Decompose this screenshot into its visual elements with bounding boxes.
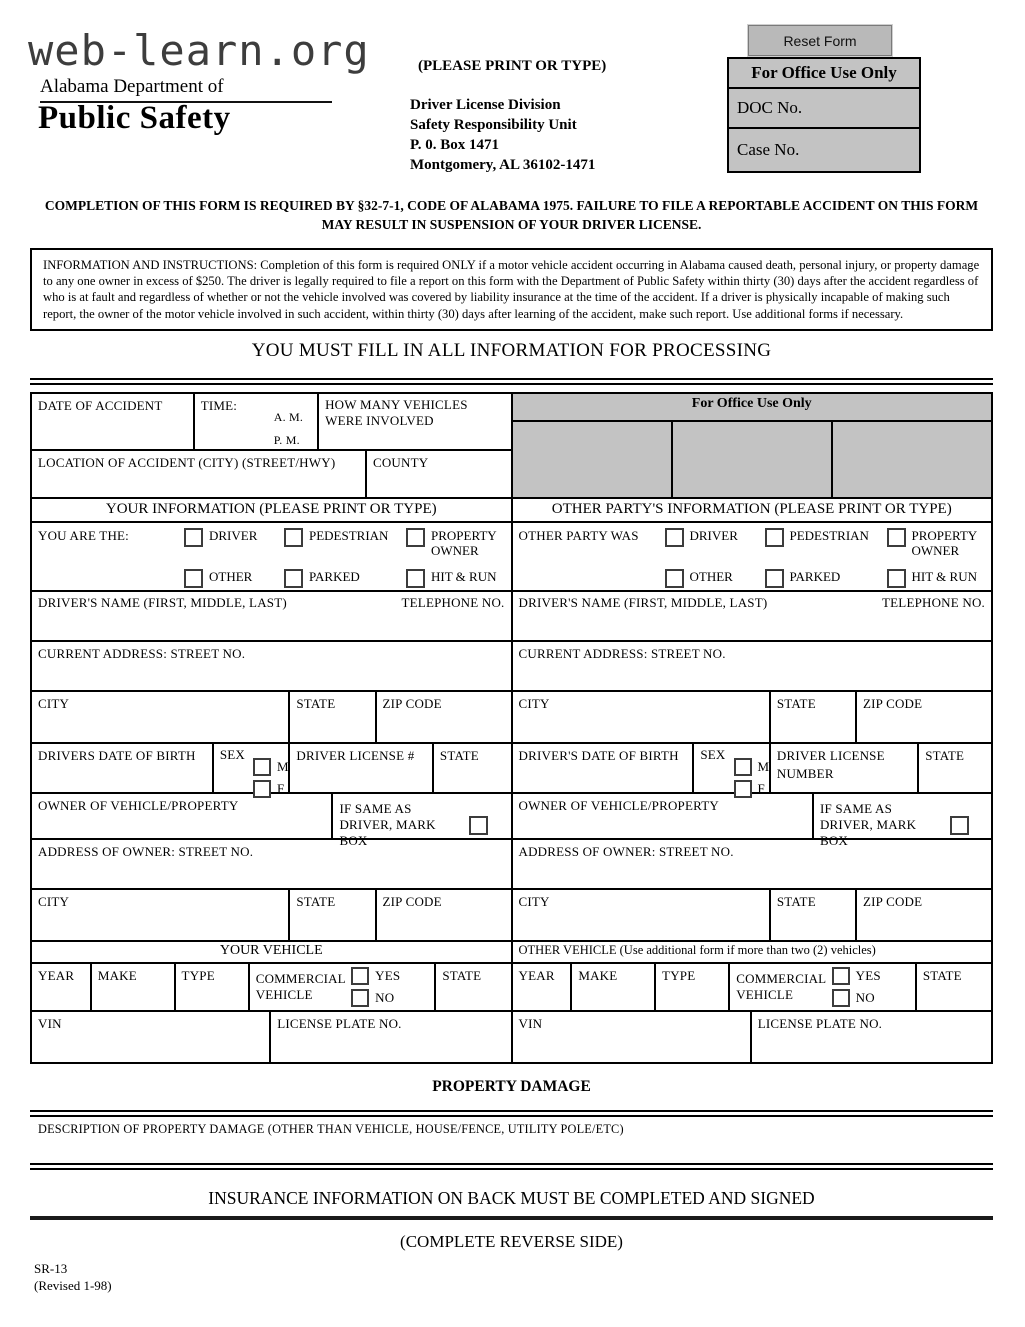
time-label: TIME: (200, 398, 238, 413)
other-party-column (511, 394, 992, 1062)
other-license-plate-label: LICENSE PLATE NO. (757, 1016, 883, 1031)
damage-description-field[interactable] (30, 1110, 993, 1170)
doc-no-field[interactable] (729, 89, 919, 129)
your-parked-checkbox[interactable] (284, 569, 303, 588)
form-code-block (34, 1260, 112, 1294)
other-driver-label: DRIVER (689, 528, 738, 543)
your-owner-row (32, 794, 511, 848)
your-vin-label: VIN (38, 1016, 62, 1031)
other-role-row (513, 523, 992, 592)
other-owner-address-label: ADDRESS OF OWNER: STREET NO. (518, 844, 734, 859)
location-label: LOCATION OF ACCIDENT (CITY) (STREET/HWY) (38, 455, 336, 470)
your-role-row (32, 523, 511, 592)
other-sex-label: SEX (700, 747, 726, 762)
revision-note: (Revised 1-98) (34, 1278, 112, 1293)
your-other-checkbox[interactable] (184, 569, 203, 588)
other-owner-field[interactable] (513, 794, 814, 838)
other-type-field[interactable] (656, 964, 730, 1010)
your-vehicle-header: YOUR VEHICLE (219, 943, 323, 958)
your-owner-state-field[interactable] (290, 890, 376, 940)
your-driver-label: DRIVER (209, 528, 258, 543)
other-male-label: M (757, 759, 770, 774)
your-vin-row (32, 1012, 511, 1062)
other-state-label: STATE (776, 696, 816, 711)
other-no-label: NO (855, 990, 875, 1005)
your-license-label: DRIVER LICENSE # (296, 748, 415, 763)
other-pedestrian-checkbox[interactable] (765, 528, 784, 547)
your-vin-field[interactable] (32, 1012, 271, 1062)
other-property-owner-checkbox[interactable] (887, 528, 906, 547)
pm-label: P. M. (273, 433, 300, 447)
your-no-label: NO (375, 990, 395, 1005)
office-use-cell-2[interactable] (673, 422, 833, 497)
date-of-accident-field[interactable] (32, 394, 195, 449)
your-city-state-zip-row (32, 692, 511, 744)
other-commercial-yes-checkbox[interactable] (832, 967, 850, 985)
other-parked-label: PARKED (789, 569, 841, 584)
your-information-column (32, 394, 511, 1062)
other-make-label: MAKE (578, 968, 618, 983)
your-property-owner-label: PROPERTY OWNER (431, 528, 497, 558)
footer-rule (30, 1216, 993, 1220)
am-label: A. M. (273, 410, 304, 424)
other-hit-and-run-checkbox[interactable] (887, 569, 906, 588)
your-role-prompt: YOU ARE THE: (38, 528, 129, 543)
your-info-header-row (32, 499, 511, 523)
department-name: Public Safety (38, 100, 231, 136)
your-parked-label: PARKED (309, 569, 360, 584)
other-city-field[interactable] (513, 692, 771, 742)
other-owner-zip-field[interactable] (857, 890, 991, 940)
your-owner-address-row (32, 840, 511, 890)
your-telephone-label: TELEPHONE NO. (401, 595, 505, 610)
other-license-state-label: STATE (925, 748, 965, 763)
form-code: SR-13 (34, 1261, 68, 1276)
your-male-label: M (277, 759, 289, 774)
other-owner-city-state-zip-row (513, 890, 992, 942)
your-drivers-name-label: DRIVER'S NAME (FIRST, MIDDLE, LAST) (38, 595, 287, 610)
location-of-accident-field[interactable] (32, 451, 367, 497)
other-dob-row (513, 744, 992, 794)
other-commercial-label: COMMERCIAL VEHICLE (736, 971, 826, 1002)
division-address-block (410, 58, 606, 175)
your-pedestrian-label: PEDESTRIAN (309, 528, 389, 543)
your-type-label: TYPE (181, 968, 215, 983)
your-owner-state-label: STATE (296, 894, 336, 909)
your-owner-address-label: ADDRESS OF OWNER: STREET NO. (38, 844, 254, 859)
your-license-state-label: STATE (439, 748, 479, 763)
other-commercial-field (730, 964, 917, 1010)
vehicles-involved-field[interactable] (319, 394, 510, 449)
your-sex-label: SEX (219, 747, 245, 762)
accident-location-row (32, 451, 511, 499)
your-yes-label: YES (375, 968, 401, 983)
your-state-label: STATE (296, 696, 336, 711)
other-vehicle-header: OTHER VEHICLE (Use additional form if more than two (2) vehicles) (518, 943, 876, 957)
other-parked-checkbox[interactable] (765, 569, 784, 588)
other-other-checkbox[interactable] (665, 569, 684, 588)
your-other-label: OTHER (209, 569, 253, 584)
other-license-plate-field[interactable] (752, 1012, 991, 1062)
other-current-address-label: CURRENT ADDRESS: STREET NO. (518, 646, 726, 661)
office-use-cells-row (513, 422, 992, 499)
your-drivers-name-field[interactable] (32, 592, 511, 640)
your-city-label: CITY (38, 696, 70, 711)
time-field[interactable] (195, 394, 319, 449)
your-hit-and-run-label: HIT & RUN (431, 569, 497, 584)
other-vehicle-state-field[interactable] (917, 964, 991, 1010)
your-owner-city-field[interactable] (32, 890, 290, 940)
other-drivers-name-label: DRIVER'S NAME (FIRST, MIDDLE, LAST) (518, 595, 768, 610)
office-use-header: For Office Use Only (513, 394, 992, 420)
department-line: Alabama Department of (40, 76, 332, 103)
your-info-header: YOUR INFORMATION (PLEASE PRINT OR TYPE) (105, 501, 437, 517)
other-license-label: DRIVER LICENSE NUMBER (776, 748, 885, 781)
county-label: COUNTY (372, 455, 429, 470)
your-make-label: MAKE (97, 968, 137, 983)
your-address-row (32, 642, 511, 692)
county-field[interactable] (367, 451, 511, 497)
other-owner-city-label: CITY (518, 894, 550, 909)
other-dob-field[interactable] (513, 744, 695, 792)
your-same-as-driver-field (333, 794, 510, 848)
other-year-label: YEAR (518, 968, 555, 983)
other-owner-city-field[interactable] (513, 890, 771, 940)
other-vehicle-row (513, 964, 992, 1012)
other-current-address-field[interactable] (513, 642, 992, 690)
other-year-field[interactable] (513, 964, 573, 1010)
damage-description-label: DESCRIPTION OF PROPERTY DAMAGE (OTHER THAN VEHICLE, HOUSE/FENCE, UTILITY POLE/ETC) (38, 1122, 624, 1136)
other-drivers-name-field[interactable] (513, 592, 992, 640)
your-driver-checkbox[interactable] (184, 528, 203, 547)
other-type-label: TYPE (662, 968, 696, 983)
your-license-plate-label: LICENSE PLATE NO. (277, 1016, 402, 1031)
must-fill-banner: YOU MUST FILL IN ALL INFORMATION FOR PROCESSING (251, 340, 772, 361)
print-or-type-note: (PLEASE PRINT OR TYPE) (418, 58, 607, 74)
other-owner-address-row (513, 840, 992, 890)
property-damage-title: PROPERTY DAMAGE (432, 1078, 591, 1095)
your-owner-city-label: CITY (38, 894, 70, 909)
other-vehicle-state-label: STATE (922, 968, 962, 983)
your-commercial-field (250, 964, 437, 1010)
completion-notice-line1: COMPLETION OF THIS FORM IS REQUIRED BY §32-7-1, CODE OF ALABAMA 1975. FAILURE TO FILE A REPORTABLE ACCIDENT ON THIS FORM (44, 198, 979, 213)
other-info-header: OTHER PARTY'S INFORMATION (PLEASE PRINT OR TYPE) (551, 501, 952, 517)
other-same-as-driver-field (814, 794, 991, 848)
your-pedestrian-checkbox[interactable] (284, 528, 303, 547)
your-current-address-field[interactable] (32, 642, 511, 690)
your-vehicle-state-label: STATE (442, 968, 482, 983)
office-use-header-row (513, 394, 992, 422)
your-vehicle-state-field[interactable] (436, 964, 510, 1010)
your-license-field[interactable] (290, 744, 434, 792)
completion-notice (30, 196, 993, 234)
other-role-prompt: OTHER PARTY WAS (518, 528, 639, 543)
other-owner-state-label: STATE (776, 894, 816, 909)
your-owner-zip-field[interactable] (377, 890, 511, 940)
your-zip-field[interactable] (377, 692, 511, 742)
other-address-row (513, 642, 992, 692)
other-same-as-driver-label: IF SAME AS DRIVER, MARK BOX (819, 801, 917, 848)
other-vin-label: VIN (518, 1016, 543, 1031)
your-owner-field[interactable] (32, 794, 333, 838)
other-driver-checkbox[interactable] (665, 528, 684, 547)
other-license-state-field[interactable] (919, 744, 991, 792)
accident-top-row (32, 394, 511, 451)
reverse-side-note: (COMPLETE REVERSE SIDE) (400, 1232, 623, 1251)
other-sex-field (694, 744, 771, 796)
site-logo: web-learn.org (28, 26, 370, 75)
your-sex-field (214, 744, 291, 796)
instructions-box: INFORMATION AND INSTRUCTIONS: Completion of this form is required ONLY if a motor vehicle accident occurring in Alabama caused death, personal injury, or property damage to any one owner in excess of $250. The driver is legally required to file a report on this form with the Department of Public Safety within thirty (30) days after the accident regardless of who is at fault and regardless of whether or not the vehicle involved was covered by liability insurance at the time of the accident. If a driver is physically incapable of making such report, the owner of the motor vehicle involved in such accident, within thirty (30) days after learning of the accident, make such report. Use additional forms if necessary. (30, 248, 993, 331)
other-city-label: CITY (518, 696, 550, 711)
other-same-as-driver-checkbox[interactable] (950, 816, 969, 835)
divider-double-rule (30, 378, 993, 385)
other-owner-row (513, 794, 992, 848)
your-zip-label: ZIP CODE (382, 696, 442, 711)
case-no-field[interactable] (729, 129, 919, 171)
your-type-field[interactable] (176, 964, 250, 1010)
your-same-as-driver-label: IF SAME AS DRIVER, MARK BOX (339, 801, 436, 848)
other-license-field[interactable] (771, 744, 919, 792)
other-info-header-row (513, 499, 992, 523)
your-license-state-field[interactable] (434, 744, 511, 792)
other-dob-label: DRIVER'S DATE OF BIRTH (518, 748, 679, 763)
your-owner-address-field[interactable] (32, 840, 511, 888)
am-option[interactable] (274, 408, 303, 426)
your-property-owner-checkbox[interactable] (406, 528, 425, 547)
other-telephone-label: TELEPHONE NO. (882, 595, 985, 610)
other-zip-field[interactable] (857, 692, 991, 742)
your-license-plate-field[interactable] (271, 1012, 510, 1062)
case-no-label: Case No. (737, 140, 800, 159)
other-hit-and-run-label: HIT & RUN (911, 569, 977, 584)
office-use-cell-3[interactable] (833, 422, 991, 497)
other-yes-label: YES (855, 968, 881, 983)
completion-notice-line2: MAY RESULT IN SUSPENSION OF YOUR DRIVER LICENSE. (321, 217, 702, 232)
your-dob-row (32, 744, 511, 794)
office-use-box (727, 57, 921, 173)
other-name-row (513, 592, 992, 642)
vehicles-involved-label: HOW MANY VEHICLES WERE INVOLVED (325, 397, 468, 428)
your-hit-and-run-checkbox[interactable] (406, 569, 425, 588)
other-city-state-zip-row (513, 692, 992, 744)
other-state-field[interactable] (771, 692, 857, 742)
other-role-field (513, 523, 992, 590)
other-vin-row (513, 1012, 992, 1062)
your-owner-label: OWNER OF VEHICLE/PROPERTY (38, 798, 239, 813)
date-of-accident-label: DATE OF ACCIDENT (38, 398, 163, 413)
other-make-field[interactable] (572, 964, 656, 1010)
your-same-as-driver-checkbox[interactable] (469, 816, 488, 835)
your-commercial-no-checkbox[interactable] (351, 989, 369, 1007)
reset-form-button[interactable]: Reset Form (748, 25, 892, 56)
your-make-field[interactable] (92, 964, 176, 1010)
your-female-label: F (277, 781, 285, 796)
other-male-checkbox[interactable] (734, 758, 752, 776)
main-form-table (30, 392, 993, 1064)
other-property-owner-label: PROPERTY OWNER (911, 528, 977, 558)
address-line: P. 0. Box 1471 (410, 137, 500, 153)
other-vehicle-header-row (513, 942, 992, 964)
other-owner-state-field[interactable] (771, 890, 857, 940)
your-male-checkbox[interactable] (253, 758, 271, 776)
other-vin-field[interactable] (513, 1012, 752, 1062)
your-owner-city-state-zip-row (32, 890, 511, 942)
office-use-cell-1[interactable] (513, 422, 673, 497)
other-commercial-no-checkbox[interactable] (832, 989, 850, 1007)
your-role-field (32, 523, 511, 590)
other-other-label: OTHER (689, 569, 733, 584)
doc-no-label: DOC No. (737, 98, 803, 117)
pm-option[interactable] (274, 431, 300, 449)
your-state-field[interactable] (290, 692, 376, 742)
address-line: Safety Responsibility Unit (410, 117, 577, 133)
your-year-field[interactable] (32, 964, 92, 1010)
your-dob-field[interactable] (32, 744, 214, 792)
your-commercial-yes-checkbox[interactable] (351, 967, 369, 985)
your-name-row (32, 592, 511, 642)
other-owner-address-field[interactable] (513, 840, 992, 888)
other-owner-label: OWNER OF VEHICLE/PROPERTY (518, 798, 719, 813)
your-dob-label: DRIVERS DATE OF BIRTH (38, 748, 196, 763)
your-year-label: YEAR (38, 968, 75, 983)
your-vehicle-header-row (32, 942, 511, 964)
your-city-field[interactable] (32, 692, 290, 742)
other-owner-zip-label: ZIP CODE (863, 894, 923, 909)
address-line: Montgomery, AL 36102-1471 (410, 157, 596, 173)
your-owner-zip-label: ZIP CODE (382, 894, 442, 909)
your-commercial-label: COMMERCIAL VEHICLE (255, 971, 346, 1002)
other-zip-label: ZIP CODE (863, 696, 923, 711)
your-vehicle-row (32, 964, 511, 1012)
address-line: Driver License Division (410, 97, 561, 113)
other-pedestrian-label: PEDESTRIAN (789, 528, 869, 543)
other-female-label: F (757, 781, 765, 796)
insurance-note: INSURANCE INFORMATION ON BACK MUST BE COMPLETED AND SIGNED (208, 1188, 815, 1208)
office-use-title: For Office Use Only (729, 59, 919, 89)
your-current-address-label: CURRENT ADDRESS: STREET NO. (38, 646, 246, 661)
